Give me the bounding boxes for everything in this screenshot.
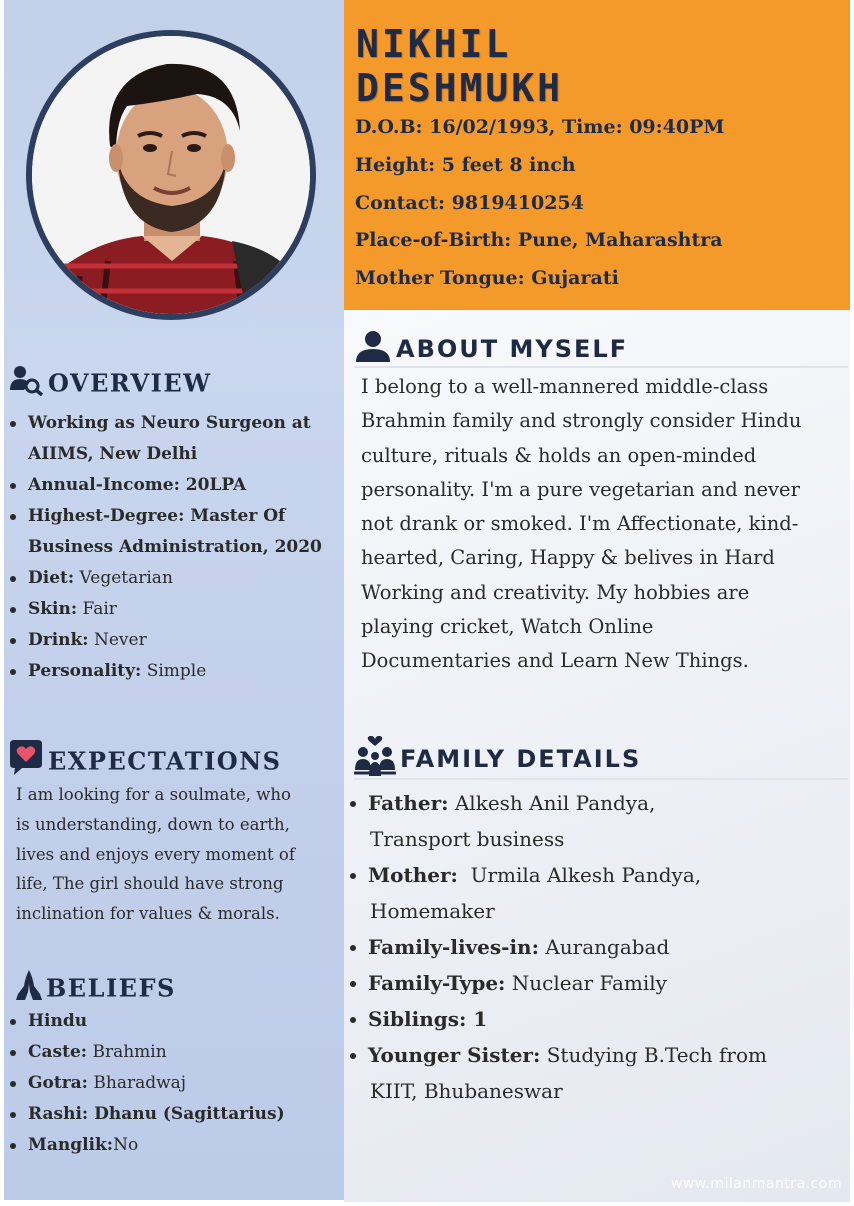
family-icon — [354, 736, 396, 782]
dob-time: D.O.B: 16/02/1993, Time: 09:40PM — [355, 116, 725, 138]
about-heading: ABOUT MYSELF — [354, 330, 628, 368]
place-of-birth: Place-of-Birth: Pune, Maharashtra — [355, 229, 723, 251]
heart-chat-icon — [8, 740, 44, 782]
list-item: Father: Alkesh Anil Pandya, Transport business — [344, 785, 844, 857]
expectations-heading: EXPECTATIONS — [8, 740, 281, 782]
list-item: Hindu — [4, 1006, 340, 1037]
list-item: Mother: Urmila Alkesh Pandya, Homemaker — [344, 857, 844, 929]
profile-photo — [32, 36, 310, 314]
list-item: Family-lives-in: Aurangabad — [344, 929, 844, 965]
user-icon — [354, 330, 392, 368]
expectations-text: I am looking for a soulmate, who is understanding, down to earth, lives and enjoys every moment of life, The girl should have strong inclination for values & morals. — [16, 785, 295, 924]
list-item: Siblings: 1 — [344, 1001, 844, 1037]
praying-hands-icon — [16, 970, 42, 1006]
contact: Contact: 9819410254 — [355, 192, 584, 214]
list-item: Manglik:No — [4, 1130, 340, 1161]
website-watermark: www.milanmantra.com — [670, 1176, 842, 1192]
list-item: Drink: Never — [4, 625, 340, 656]
list-item: Working as Neuro Surgeon at AIIMS, New Delhi — [4, 408, 340, 470]
overview-list — [4, 408, 340, 687]
overview-heading: OVERVIEW — [10, 364, 212, 402]
beliefs-heading: BELIEFS — [16, 970, 176, 1006]
family-heading: FAMILY DETAILS — [354, 736, 641, 782]
list-item: Family-Type: Nuclear Family — [344, 965, 844, 1001]
list-item: Younger Sister: Studying B.Tech from KIIT, Bhubaneswar — [344, 1037, 844, 1109]
list-item: Rashi: Dhanu (Sagittarius) — [4, 1099, 340, 1130]
list-item: Caste: Brahmin — [4, 1037, 340, 1068]
list-item: Diet: Vegetarian — [4, 563, 340, 594]
about-text: I belong to a well-mannered middle-class Brahmin family and strongly consider Hindu culture, rituals & holds an open-minded personality. I'm a pure vegetarian and never not drank or smoked. I'm Affectionate, kind- hearted, Caring, Happy & belives in Hard Working and creativity. My hobbies are playing cricket, Watch Online Documentaries and Learn New Things. — [361, 375, 802, 673]
person-search-icon — [10, 364, 44, 402]
list-item: Highest-Degree: Master Of Business Administration, 2020 — [4, 501, 340, 563]
list-item: Gotra: Bharadwaj — [4, 1068, 340, 1099]
family-list — [344, 785, 844, 1109]
list-item: Skin: Fair — [4, 594, 340, 625]
mother-tongue: Mother Tongue: Gujarati — [355, 267, 619, 289]
family-divider — [354, 778, 848, 780]
list-item: Personality: Simple — [4, 656, 340, 687]
beliefs-list — [4, 1006, 340, 1161]
candidate-name: NIKHIL DESHMUKH — [356, 22, 564, 110]
height: Height: 5 feet 8 inch — [355, 154, 576, 176]
list-item: Annual-Income: 20LPA — [4, 470, 340, 501]
about-divider — [354, 366, 848, 368]
